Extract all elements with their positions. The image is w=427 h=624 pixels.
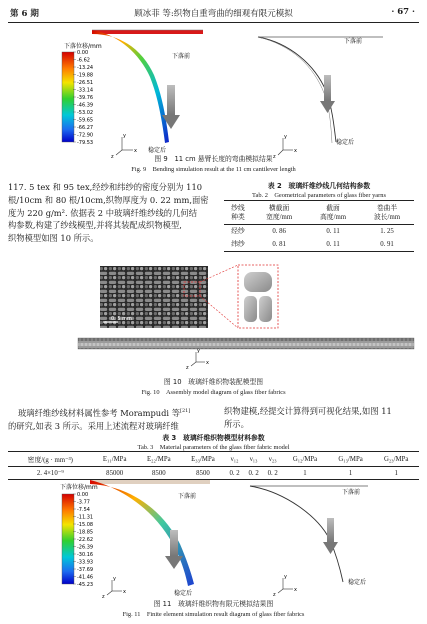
table-row — [224, 238, 414, 252]
down-arrow-right-icon — [320, 101, 335, 113]
legend-color-bar — [62, 494, 74, 584]
legend-tick-label: -13.24 — [77, 65, 94, 71]
paragraph-line: 度为 220 g/m². 依据表 2 中玻璃纤维纱线的几何结 — [8, 207, 197, 218]
table-cell: 1 — [328, 467, 374, 480]
axis-triad-right-icon — [273, 574, 297, 598]
svg-text:x: x — [134, 148, 137, 154]
legend-tick-label: -6.62 — [77, 57, 90, 64]
label-after-stable-right: 稳定后 — [348, 579, 367, 586]
paragraph-line: 织物模型如图 10 所示。 — [8, 233, 99, 244]
table-3-header: E₃₃/MPa — [181, 452, 225, 467]
svg-text:y: y — [123, 133, 126, 139]
table-cell: 0. 2 — [263, 467, 282, 480]
legend-tick-label: -26.39 — [77, 544, 94, 551]
legend-tick-label: -41.46 — [77, 574, 94, 581]
paragraph-line: 构参数,构建了纱线模型,并将其装配成织物模型, — [8, 220, 182, 231]
down-arrow-icon — [165, 556, 183, 569]
header-rule — [8, 22, 419, 23]
legend-tick-label: -3.77 — [77, 499, 90, 506]
table-cell: 纬纱 — [231, 241, 245, 248]
paragraph-line: 根/10cm 和 80 根/10cm,织物厚度为 0. 22 mm,面密 — [8, 194, 209, 205]
scale-bar-label: 0. 5 mm — [111, 316, 132, 322]
legend-tick-label: -59.65 — [77, 117, 94, 124]
unit-cell-yarn — [244, 296, 257, 322]
table-cell: 0. 86 — [272, 228, 286, 235]
table-3-header: G₂₃/MPa — [373, 452, 419, 467]
svg-text:y: y — [284, 134, 287, 140]
svg-text:z: z — [102, 594, 105, 600]
legend-tick-label: -45.23 — [77, 582, 94, 588]
table-2-header: 纱线 种类 — [231, 205, 245, 221]
table-3-header: ν₁₂ — [225, 452, 244, 467]
table-2 — [224, 200, 414, 252]
svg-text:z: z — [273, 154, 276, 160]
figure-11 — [0, 478, 427, 603]
figure-10-caption-cn: 图 10 玻璃纤维织物装配模型图 — [163, 378, 264, 386]
down-arrow-shaft — [167, 85, 175, 115]
svg-text:y: y — [197, 348, 200, 354]
legend-tick-label: 0.00 — [77, 492, 89, 498]
figure-10 — [0, 262, 427, 372]
legend-color-bar — [62, 52, 74, 142]
figure-10-caption-en: Fig. 10 Assembly model diagram of glass fiber fabrics — [141, 389, 286, 396]
table-2-title-cn: 表 2 玻璃纤维纱线几何结构参数 — [267, 182, 371, 190]
figure-9-caption-cn: 图 9 11 cm 悬臂长度的弯曲模拟结果 — [154, 155, 273, 163]
table-row — [224, 225, 414, 239]
legend-tick-label: 0.00 — [77, 50, 89, 56]
table-cell: 0. 11 — [326, 241, 340, 248]
down-arrow-shaft-right — [327, 518, 334, 542]
legend-tick-label: -39.76 — [77, 95, 94, 101]
table-cell: 0. 81 — [272, 241, 286, 248]
legend-tick-labels — [73, 492, 93, 588]
down-arrow-shaft — [170, 530, 178, 556]
legend-tick-label: -7.54 — [77, 507, 90, 513]
svg-text:x: x — [206, 360, 209, 366]
down-arrow-shaft-right — [324, 75, 331, 101]
svg-text:y: y — [284, 574, 287, 580]
table-3-title-en: Tab. 3 Material parameters of the glass fiber fabric model — [137, 444, 290, 451]
legend-tick-labels — [73, 50, 93, 146]
label-before-fall-right: 下落前 — [344, 38, 363, 45]
table-cell: 经纱 — [231, 228, 245, 235]
label-after-stable: 稳定后 — [148, 147, 167, 154]
label-after-stable: 稳定后 — [174, 590, 193, 597]
table-2-title-en: Tab. 2 Geometrical parameters of glass fiber yarns — [252, 192, 386, 199]
legend-tick-label: -15.08 — [77, 522, 94, 528]
svg-text:x: x — [294, 587, 297, 593]
table-3-header: G₁₂/MPa — [282, 452, 328, 467]
unit-cell-yarn — [259, 296, 272, 322]
unit-cell-yarn — [244, 272, 272, 292]
legend-tick-label: -79.53 — [77, 140, 94, 146]
table-3-title-cn: 表 3 玻璃纤维织物模型材料参数 — [162, 434, 265, 442]
paragraph-line: 织物建模,经提交计算得到可视化结果,如图 11 — [224, 406, 392, 416]
svg-text:y: y — [113, 576, 116, 582]
svg-text:z: z — [111, 154, 114, 160]
paragraph-line: 玻璃纤维纱线材料属性参考 Morampudi 等[21] — [18, 407, 191, 418]
table-2-header: 横截面 宽度/mm — [266, 205, 293, 221]
table-2-header: 截面 高度/mm — [320, 205, 347, 221]
legend-tick-label: -19.88 — [77, 72, 94, 79]
table-cell: 0. 2 — [225, 467, 244, 480]
label-before-fall-right: 下落前 — [342, 489, 361, 496]
table-3-header: E₁₁/MPa — [93, 452, 137, 467]
paragraph-line: 117. 5 tex 和 95 tex,经纱和纬纱的密度分别为 110 — [8, 182, 203, 192]
legend-tick-label: -30.16 — [77, 552, 94, 558]
legend-tick-label: -37.69 — [77, 567, 94, 573]
legend-tick-label: -18.85 — [77, 529, 94, 536]
legend-tick-label: -26.51 — [77, 80, 94, 86]
header-issue: 第 6 期 — [10, 9, 39, 19]
axis-triad-icon — [102, 576, 126, 600]
body-paragraph-2-right — [224, 405, 419, 431]
fabric-start-strip — [90, 480, 210, 484]
table-cell: 8500 — [181, 467, 225, 480]
legend-tick-label: -11.31 — [77, 514, 94, 521]
table-cell: 85000 — [93, 467, 137, 480]
svg-text:x: x — [123, 589, 126, 595]
table-cell: 0. 2 — [244, 467, 263, 480]
legend-tick-label: -22.62 — [77, 537, 94, 543]
table-header-row — [8, 452, 419, 467]
table-3-header: G₁₃/MPa — [328, 452, 374, 467]
table-cell: 2. 4×10⁻⁹ — [8, 467, 93, 480]
legend-tick-label: -53.02 — [77, 110, 94, 116]
bending-curve-figure — [250, 486, 368, 598]
legend-tick-label: -72.90 — [77, 132, 94, 139]
legend-tick-label: -46.39 — [77, 102, 94, 109]
table-3 — [8, 451, 419, 480]
figure-9 — [0, 25, 427, 165]
legend-tick-label: -33.14 — [77, 87, 94, 94]
bent-fabric-colored — [92, 30, 169, 143]
paragraph-line: 的研究,如表 3 所示。采用上述流程对玻璃纤维 — [8, 420, 179, 431]
citation-ref[interactable]: [21] — [180, 408, 191, 414]
table-2-header: 卷曲半 波长/mm — [373, 205, 401, 221]
svg-text:z: z — [186, 365, 189, 371]
header-running-title: 顾冰菲 等:织物自重弯曲的细观有限元模拟 — [134, 9, 293, 19]
header-page-number: · 67 · — [391, 7, 415, 17]
figure-11-caption-en: Fig. 11 Finite element simulation result diagram of glass fiber fabrics — [122, 611, 305, 618]
fabric-start-strip — [92, 30, 203, 34]
table-3-header: E₂₂/MPa — [137, 452, 181, 467]
fabric-assembly-model — [78, 338, 414, 349]
table-cell: 8500 — [137, 467, 181, 480]
figure-9-caption-en: Fig. 9 Bending simulation result at the 11 cm cantilever length — [131, 166, 296, 173]
table-cell: 0. 91 — [380, 241, 394, 248]
paragraph-line: 所示。 — [224, 418, 249, 429]
table-cell: 1. 25 — [380, 228, 394, 235]
legend-tick-label: -66.27 — [77, 125, 94, 131]
table-3-header: ν₁₃ — [244, 452, 263, 467]
label-before-fall: 下落前 — [178, 493, 197, 500]
bending-curve-figure — [258, 37, 383, 160]
body-paragraph-2-left — [8, 405, 214, 432]
table-cell: 1 — [373, 467, 419, 480]
body-paragraph-1 — [8, 181, 213, 245]
table-3-header: 密度/(g · mm⁻³) — [8, 452, 93, 467]
table-3-header: ν₂₃ — [263, 452, 282, 467]
svg-text:x: x — [294, 148, 297, 154]
label-before-fall: 下落前 — [172, 53, 191, 60]
legend-title: 下落位移/mm — [64, 43, 102, 50]
label-after-stable-right: 稳定后 — [336, 139, 355, 146]
axis-triad-icon — [186, 348, 209, 371]
legend-title: 下落位移/mm — [60, 484, 98, 491]
svg-text:z: z — [273, 592, 276, 598]
table-cell: 1 — [282, 467, 328, 480]
table-cell: 0. 11 — [326, 228, 340, 235]
down-arrow-right-icon — [323, 542, 338, 554]
legend-tick-label: -33.93 — [77, 559, 94, 566]
figure-11-caption-cn: 图 11 玻璃纤维织物有限元模拟结果图 — [153, 600, 274, 608]
